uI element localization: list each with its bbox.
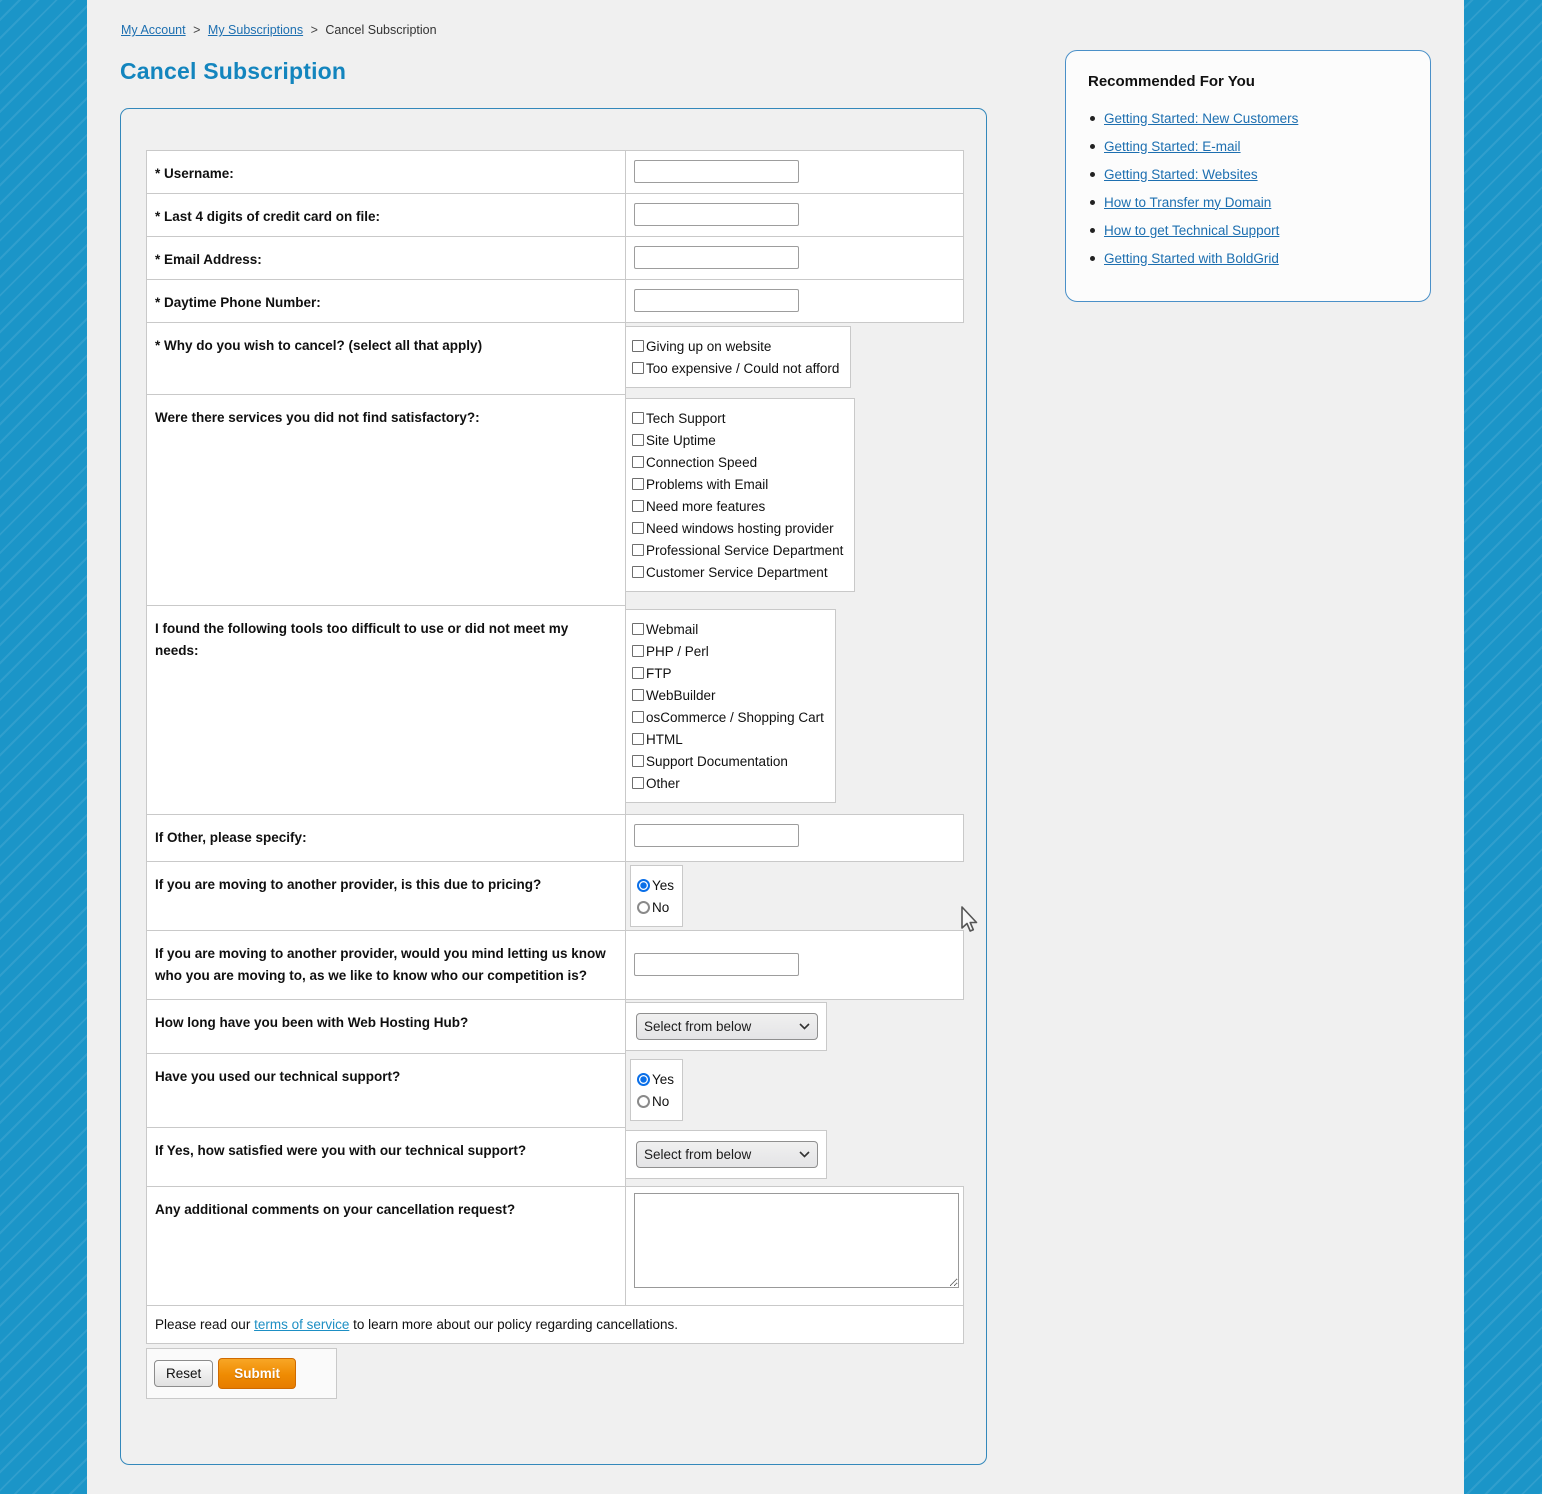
cancel-reason-checkbox-group [625,326,851,388]
radio-support-yes[interactable] [637,1073,650,1086]
breadcrumb-separator: > [193,23,201,37]
terms-of-service-link[interactable]: terms of service [254,1317,350,1332]
checkbox-php-perl[interactable] [632,645,644,657]
tools-checkbox-group [625,609,836,803]
satisfaction-select-wrap [625,1130,827,1179]
list-item [1088,244,1410,272]
checkbox-label: Problems with Email [646,476,769,492]
select-value: Select from below [644,1147,752,1162]
checkbox-label: Professional Service Department [646,542,844,558]
credit-card-last4-input[interactable] [634,203,799,226]
satisfaction-select[interactable] [636,1141,818,1168]
checkbox-problems-email[interactable] [632,478,644,490]
checkbox-ftp[interactable] [632,667,644,679]
list-item [1088,216,1410,244]
checkbox-too-expensive[interactable] [632,362,644,374]
form-row-email [146,236,964,280]
breadcrumb-link-my-subscriptions[interactable]: My Subscriptions [207,23,304,37]
field-control [625,930,964,1000]
form-row-phone [146,279,964,323]
field-label: If you are moving to another provider, would you mind letting us know who you are moving to, as we like to know who our competition is? [146,930,626,1000]
checkbox-professional-service[interactable] [632,544,644,556]
other-specify-input[interactable] [634,824,799,847]
form-row-username [146,150,964,194]
checkbox-site-uptime[interactable] [632,434,644,446]
list-item [1088,132,1410,160]
submit-button[interactable]: Submit [218,1358,296,1389]
field-label: If Yes, how satisfied were you with our technical support? [146,1127,626,1187]
form-row-other-specify [146,814,964,862]
checkbox-option [632,335,839,357]
username-input[interactable] [634,160,799,183]
checkbox-label: PHP / Perl [646,643,709,659]
field-label: If you are moving to another provider, is this due to pricing? [146,861,626,931]
checkbox-giving-up[interactable] [632,340,644,352]
field-control [625,1053,964,1128]
radio-label: No [652,899,670,915]
checkbox-label: FTP [646,665,672,681]
checkbox-label: osCommerce / Shopping Cart [646,709,824,725]
list-item [1088,188,1410,216]
field-label: * Last 4 digits of credit card on file: [146,193,626,237]
bullet-dot-icon [1090,172,1095,177]
field-control [625,814,964,862]
field-control [625,1186,964,1306]
radio-pricing-no[interactable] [637,901,650,914]
cancel-subscription-form-panel [120,108,987,1465]
sidebar-link-email[interactable]: Getting Started: E-mail [1104,138,1241,154]
form-row-competition [146,930,964,1000]
field-control [625,605,964,815]
services-checkbox-group [625,398,855,592]
field-control [625,999,964,1054]
field-label: If Other, please specify: [146,814,626,862]
checkbox-label: Site Uptime [646,432,716,448]
bullet-dot-icon [1090,200,1095,205]
field-control [625,279,964,323]
checkbox-support-docs[interactable] [632,755,644,767]
field-control [625,150,964,194]
reset-button[interactable]: Reset [154,1360,213,1387]
tenure-select[interactable] [636,1013,818,1040]
field-label: * Email Address: [146,236,626,280]
field-control [625,193,964,237]
checkbox-label: WebBuilder [646,687,716,703]
bullet-dot-icon [1090,256,1095,261]
field-label: * Why do you wish to cancel? (select all that apply) [146,322,626,395]
chevron-down-icon [799,1023,810,1030]
field-label: * Username: [146,150,626,194]
checkbox-need-features[interactable] [632,500,644,512]
checkbox-tech-support[interactable] [632,412,644,424]
field-control [625,394,964,606]
checkbox-label: HTML [646,731,683,747]
form-row-unsatisfactory-services [146,394,964,606]
field-control [625,236,964,280]
sidebar-link-websites[interactable]: Getting Started: Websites [1104,166,1258,182]
checkbox-label: Other [646,775,680,791]
sidebar-link-technical-support[interactable]: How to get Technical Support [1104,222,1280,238]
checkbox-webbuilder[interactable] [632,689,644,701]
radio-label: Yes [652,877,675,893]
comments-textarea[interactable] [634,1193,959,1288]
checkbox-html[interactable] [632,733,644,745]
checkbox-webmail[interactable] [632,623,644,635]
sidebar-title: Recommended For You [1088,73,1255,90]
form-table [146,151,964,1399]
checkbox-label: Customer Service Department [646,564,828,580]
checkbox-label: Tech Support [646,410,726,426]
used-support-radio-group [630,1059,683,1121]
field-label: How long have you been with Web Hosting Hub? [146,999,626,1054]
form-row-used-support [146,1053,964,1128]
checkbox-need-windows[interactable] [632,522,644,534]
sidebar-link-transfer-domain[interactable]: How to Transfer my Domain [1104,194,1272,210]
checkbox-oscommerce[interactable] [632,711,644,723]
checkbox-label: Need more features [646,498,766,514]
bullet-dot-icon [1090,228,1095,233]
recommended-sidebar [1065,50,1431,302]
email-input[interactable] [634,246,799,269]
breadcrumb-current: Cancel Subscription [325,23,437,37]
field-label: I found the following tools too difficult to use or did not meet my needs: [146,605,626,815]
checkbox-other[interactable] [632,777,644,789]
competition-input[interactable] [634,953,799,976]
page-title: Cancel Subscription [120,58,347,84]
breadcrumb [121,23,437,37]
checkbox-label: Need windows hosting provider [646,520,834,536]
sidebar-link-new-customers[interactable]: Getting Started: New Customers [1104,110,1299,126]
field-control [625,322,964,395]
field-label: * Daytime Phone Number: [146,279,626,323]
tenure-select-wrap [625,1002,827,1051]
terms-of-service-note [146,1305,964,1344]
checkbox-label: Webmail [646,621,699,637]
field-label: Were there services you did not find satisfactory?: [146,394,626,606]
form-row-satisfaction [146,1127,964,1187]
form-row-credit-card [146,193,964,237]
list-item [1088,160,1410,188]
list-item [1088,104,1410,132]
radio-label: No [652,1093,670,1109]
field-label: Have you used our technical support? [146,1053,626,1128]
bullet-dot-icon [1090,116,1095,121]
checkbox-label: Support Documentation [646,753,788,769]
breadcrumb-separator: > [310,23,318,37]
select-value: Select from below [644,1019,752,1034]
checkbox-label: Too expensive / Could not afford [646,360,840,376]
page-content [87,0,1464,1494]
form-buttons [146,1348,337,1399]
checkbox-label: Connection Speed [646,454,758,470]
field-control [625,861,964,931]
form-row-comments [146,1186,964,1306]
form-row-cancel-reason [146,322,964,395]
sidebar-link-boldgrid[interactable]: Getting Started with BoldGrid [1104,250,1279,266]
tos-text: Please read our [155,1317,255,1332]
pricing-radio-group [630,865,683,927]
checkbox-option [632,357,839,379]
tos-text: to learn more about our policy regarding cancellations. [349,1317,679,1332]
form-row-tenure [146,999,964,1054]
checkbox-connection-speed[interactable] [632,456,644,468]
radio-support-no[interactable] [637,1095,650,1108]
form-row-difficult-tools [146,605,964,815]
field-control [625,1127,964,1187]
checkbox-customer-service[interactable] [632,566,644,578]
field-label: Any additional comments on your cancellation request? [146,1186,626,1306]
radio-label: Yes [652,1071,675,1087]
bullet-dot-icon [1090,144,1095,149]
checkbox-label: Giving up on website [646,338,772,354]
phone-input[interactable] [634,289,799,312]
chevron-down-icon [799,1151,810,1158]
breadcrumb-link-my-account[interactable]: My Account [121,23,186,37]
form-row-pricing [146,861,964,931]
radio-pricing-yes[interactable] [637,879,650,892]
